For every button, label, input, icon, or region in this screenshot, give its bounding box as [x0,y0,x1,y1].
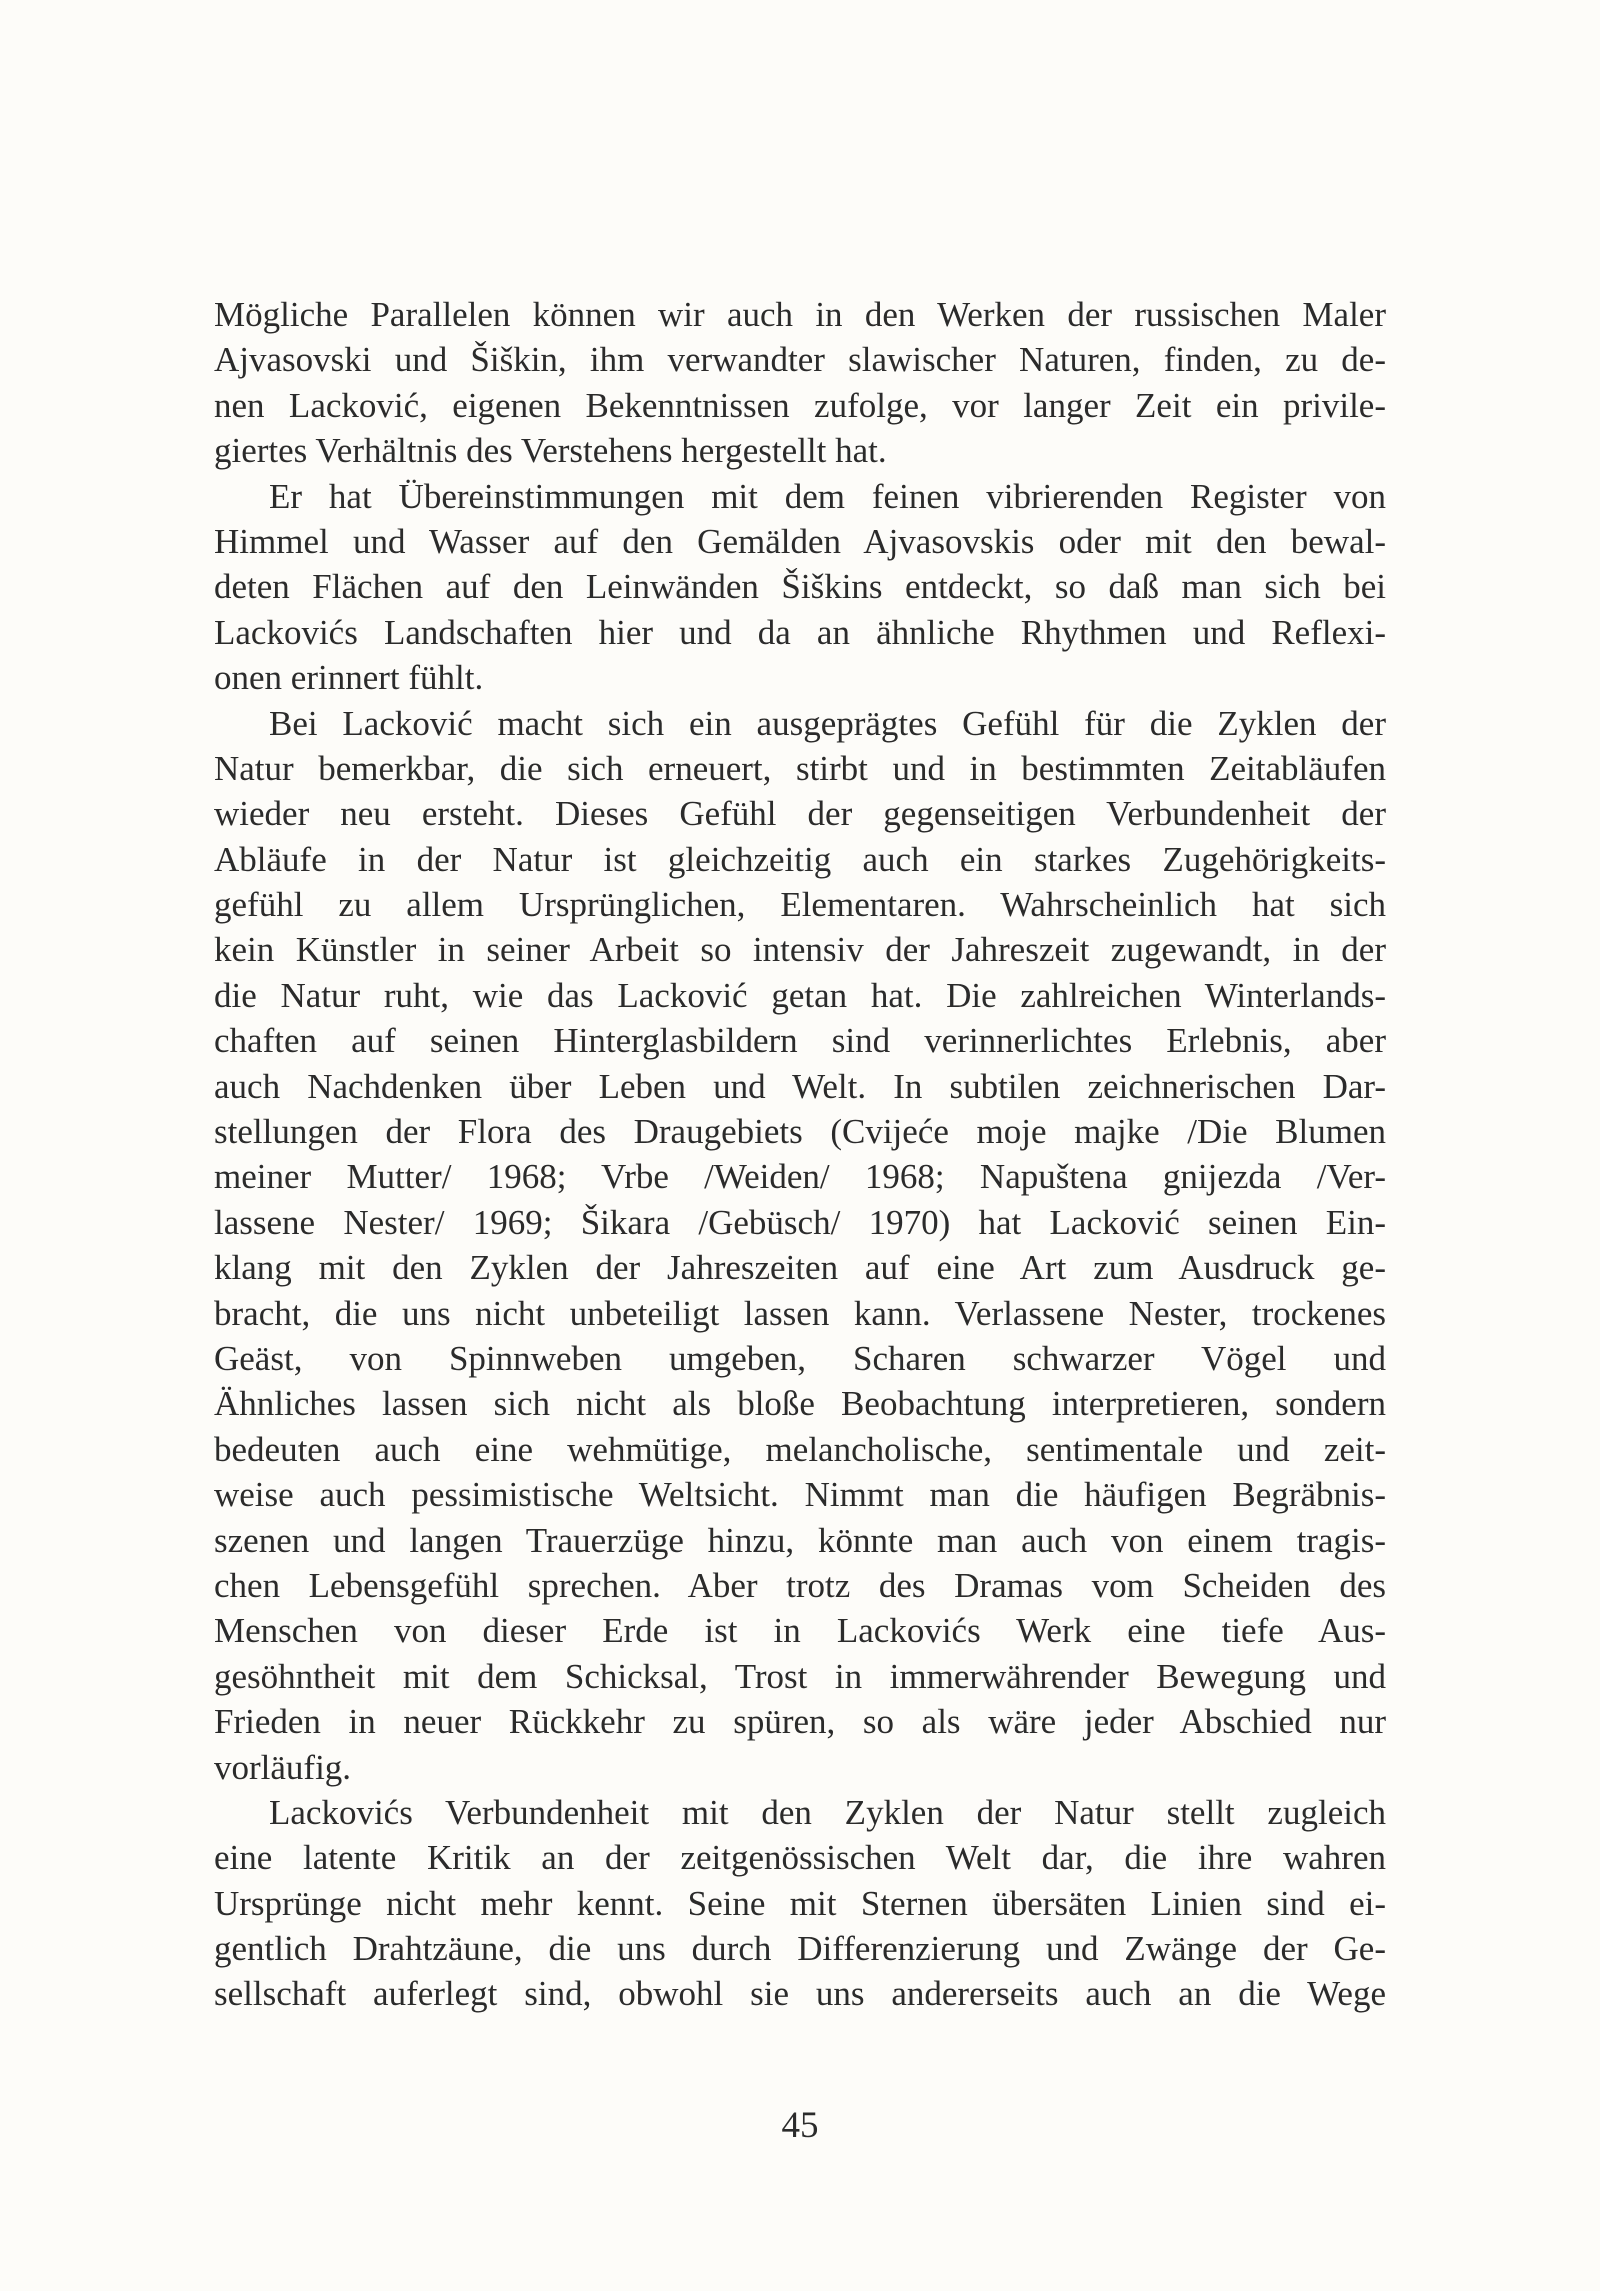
text-line: Ähnliches lassen sich nicht als bloße Beobachtung interpretieren, sondern [214,1384,1386,1424]
text-line: nen Lacković, eigenen Bekenntnissen zufolge, vor langer Zeit ein privile- [214,385,1386,425]
text-line: Ursprünge nicht mehr kennt. Seine mit Sternen übersäten Linien sind ei- [214,1883,1386,1923]
text-line: vorläufig. [214,1747,352,1787]
text-line: bracht, die uns nicht unbeteiligt lassen kann. Verlassene Nester, trockenes [214,1293,1386,1333]
text-line: szenen und langen Trauerzüge hinzu, könnte man auch von einem tragis- [214,1520,1386,1560]
text-line: weise auch pessimistische Weltsicht. Nimmt man die häufigen Begräbnis- [214,1475,1386,1515]
text-line: Himmel und Wasser auf den Gemälden Ajvasovskis oder mit den bewal- [214,521,1386,561]
text-line: Menschen von dieser Erde ist in Lackovićs Werk eine tiefe Aus- [214,1611,1386,1651]
text-line: giertes Verhältnis des Verstehens hergestellt hat. [214,431,887,471]
text-line: chaften auf seinen Hinterglasbildern sind verinnerlichtes Erlebnis, aber [214,1021,1386,1061]
text-line: sellschaft auferlegt sind, obwohl sie uns andererseits auch an die Wege [214,1974,1386,2014]
paragraph [214,701,1386,1790]
text-line: Bei Lacković macht sich ein ausgeprägtes Gefühl für die Zyklen der [269,703,1386,743]
text-line: gentlich Drahtzäune, die uns durch Differenzierung und Zwänge der Ge- [214,1929,1386,1969]
page-number: 45 [781,2105,819,2146]
text-line: Lackovićs Landschaften hier und da an ähnliche Rhythmen und Reflexi- [214,612,1386,652]
text-line: gefühl zu allem Ursprünglichen, Elementaren. Wahrscheinlich hat sich [214,885,1386,925]
paragraph [214,474,1386,701]
text-line: gesöhntheit mit dem Schicksal, Trost in immerwährender Bewegung und [214,1656,1386,1696]
text-line: kein Künstler in seiner Arbeit so intensiv der Jahreszeit zugewandt, in der [214,930,1386,970]
text-line: Natur bemerkbar, die sich erneuert, stirbt und in bestimmten Zeitabläufen [214,748,1386,788]
text-line: stellungen der Flora des Draugebiets (Cvijeće moje majke /Die Blumen [214,1112,1386,1152]
text-line: Mögliche Parallelen können wir auch in den Werken der russischen Maler [214,295,1386,334]
text-line: chen Lebensgefühl sprechen. Aber trotz des Dramas vom Scheiden des [214,1565,1386,1605]
text-line: meiner Mutter/ 1968; Vrbe /Weiden/ 1968; Napuštena gnijezda /Ver- [214,1157,1386,1197]
text-line: Ajvasovski und Šiškin, ihm verwandter slawischer Naturen, finden, zu de- [214,340,1386,380]
paragraph [214,292,1386,474]
text-line: lassene Nester/ 1969; Šikara /Gebüsch/ 1970) hat Lacković seinen Ein- [214,1202,1386,1242]
text-line: deten Flächen auf den Leinwänden Šiškins entdeckt, so daß man sich bei [214,567,1386,607]
text-line: bedeuten auch eine wehmütige, melancholische, sentimentale und zeit- [214,1429,1386,1469]
body-text [214,292,1386,2017]
text-line: Lackovićs Verbundenheit mit den Zyklen der Natur stellt zugleich [269,1792,1386,1832]
paragraph [214,1790,1386,2017]
text-line: die Natur ruht, wie das Lacković getan hat. Die zahlreichen Winterlands- [214,975,1386,1015]
text-line: klang mit den Zyklen der Jahreszeiten auf eine Art zum Ausdruck ge- [214,1248,1386,1288]
text-line: Er hat Übereinstimmungen mit dem feinen vibrierenden Register von [269,476,1386,516]
text-line: onen erinnert fühlt. [214,658,484,698]
text-line: eine latente Kritik an der zeitgenössischen Welt dar, die ihre wahren [214,1838,1386,1878]
text-line: Abläufe in der Natur ist gleichzeitig auch ein starkes Zugehörigkeits- [214,839,1386,879]
text-line: auch Nachdenken über Leben und Welt. In subtilen zeichnerischen Dar- [214,1066,1386,1106]
text-line: Frieden in neuer Rückkehr zu spüren, so als wäre jeder Abschied nur [214,1702,1386,1742]
text-line: wieder neu ersteht. Dieses Gefühl der gegenseitigen Verbundenheit der [214,794,1386,834]
text-line: Geäst, von Spinnweben umgeben, Scharen schwarzer Vögel und [214,1338,1386,1378]
